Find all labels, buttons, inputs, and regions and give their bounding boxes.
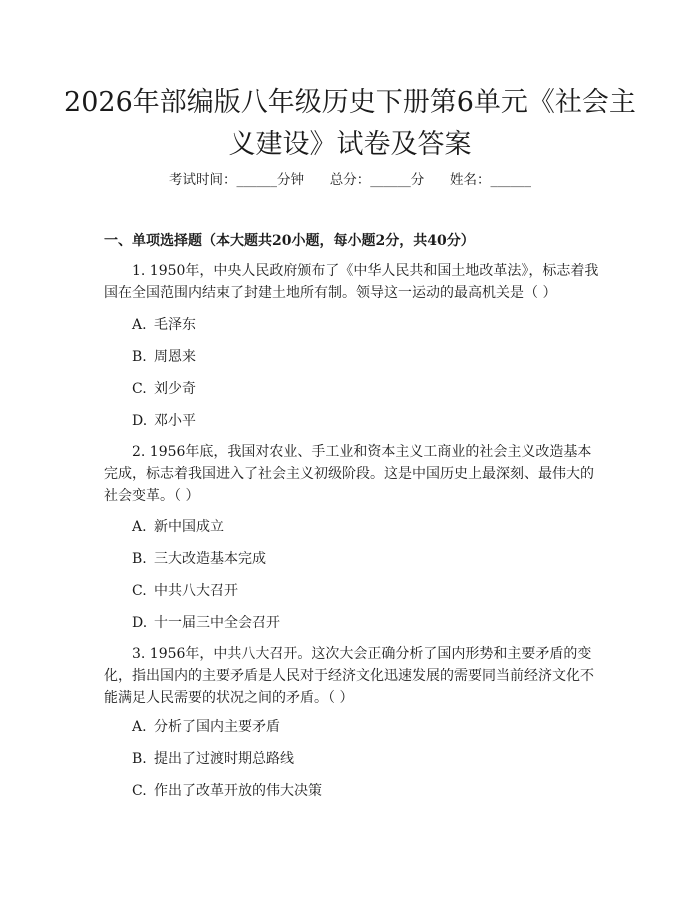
- score-unit: 分: [410, 172, 425, 188]
- option-a[interactable]: [132, 516, 224, 536]
- option-b[interactable]: [132, 548, 266, 568]
- question-stem: 1. 1950年，中央人民政府颁布了《中华人民共和国土地改革法》，标志着我国在全国范围内结束了封建土地所有制。领导这一运动的最高机关是（ ）: [104, 263, 599, 301]
- option-b[interactable]: [132, 346, 196, 366]
- option-c[interactable]: [132, 580, 238, 600]
- score-label: 总分：: [329, 172, 371, 188]
- exam-meta: [0, 168, 700, 188]
- score-blank: ______: [370, 172, 411, 188]
- name-blank: ______: [490, 172, 531, 188]
- option-letter: C.: [132, 783, 147, 799]
- time-blank: ______: [236, 172, 277, 188]
- option-c[interactable]: [132, 378, 196, 398]
- option-b[interactable]: [132, 748, 294, 768]
- question-stem: 2. 1956年底，我国对农业、手工业和资本主义工商业的社会主义改造基本完成，标志着我国进入了社会主义初级阶段。这是中国历史上最深刻、最伟大的社会变革。（ ）: [104, 444, 594, 504]
- question-3: [104, 643, 599, 709]
- option-a[interactable]: [132, 314, 196, 334]
- option-text: 三大改造基本完成: [154, 551, 266, 567]
- option-text: 周恩来: [154, 349, 196, 365]
- option-letter: A.: [132, 519, 147, 535]
- option-d[interactable]: [132, 410, 196, 430]
- question-2: [104, 441, 599, 507]
- option-c[interactable]: [132, 780, 322, 800]
- question-stem: 3. 1956年，中共八大召开。这次大会正确分析了国内形势和主要矛盾的变化，指出国内的主要矛盾是人民对于经济文化迅速发展的需要同当前经济文化不能满足人民需要的状况之间的矛盾。（ ）: [104, 646, 594, 706]
- option-text: 分析了国内主要矛盾: [154, 719, 280, 735]
- question-1: [104, 260, 599, 304]
- option-text: 刘少奇: [154, 381, 196, 397]
- option-a[interactable]: [132, 716, 280, 736]
- option-text: 十一届三中全会召开: [154, 615, 280, 631]
- time-unit: 分钟: [277, 172, 304, 188]
- time-label: 考试时间：: [169, 172, 237, 188]
- option-text: 提出了过渡时期总路线: [154, 751, 294, 767]
- option-letter: B.: [132, 751, 147, 767]
- option-letter: A.: [132, 317, 147, 333]
- page-title: 2026年部编版八年级历史下册第6单元《社会主义建设》试卷及答案: [64, 87, 636, 160]
- option-letter: C.: [132, 583, 147, 599]
- option-text: 作出了改革开放的伟大决策: [154, 783, 322, 799]
- option-letter: D.: [132, 615, 148, 631]
- option-letter: B.: [132, 349, 147, 365]
- option-text: 新中国成立: [154, 519, 224, 535]
- name-label: 姓名：: [450, 172, 491, 188]
- option-letter: D.: [132, 413, 148, 429]
- section-heading: 一、单项选择题（本大题共20小题，每小题2分，共40分）: [104, 233, 475, 249]
- option-text: 毛泽东: [154, 317, 196, 333]
- option-text: 邓小平: [154, 413, 196, 429]
- option-letter: C.: [132, 381, 147, 397]
- option-d[interactable]: [132, 612, 280, 632]
- option-text: 中共八大召开: [154, 583, 238, 599]
- option-letter: A.: [132, 719, 147, 735]
- option-letter: B.: [132, 551, 147, 567]
